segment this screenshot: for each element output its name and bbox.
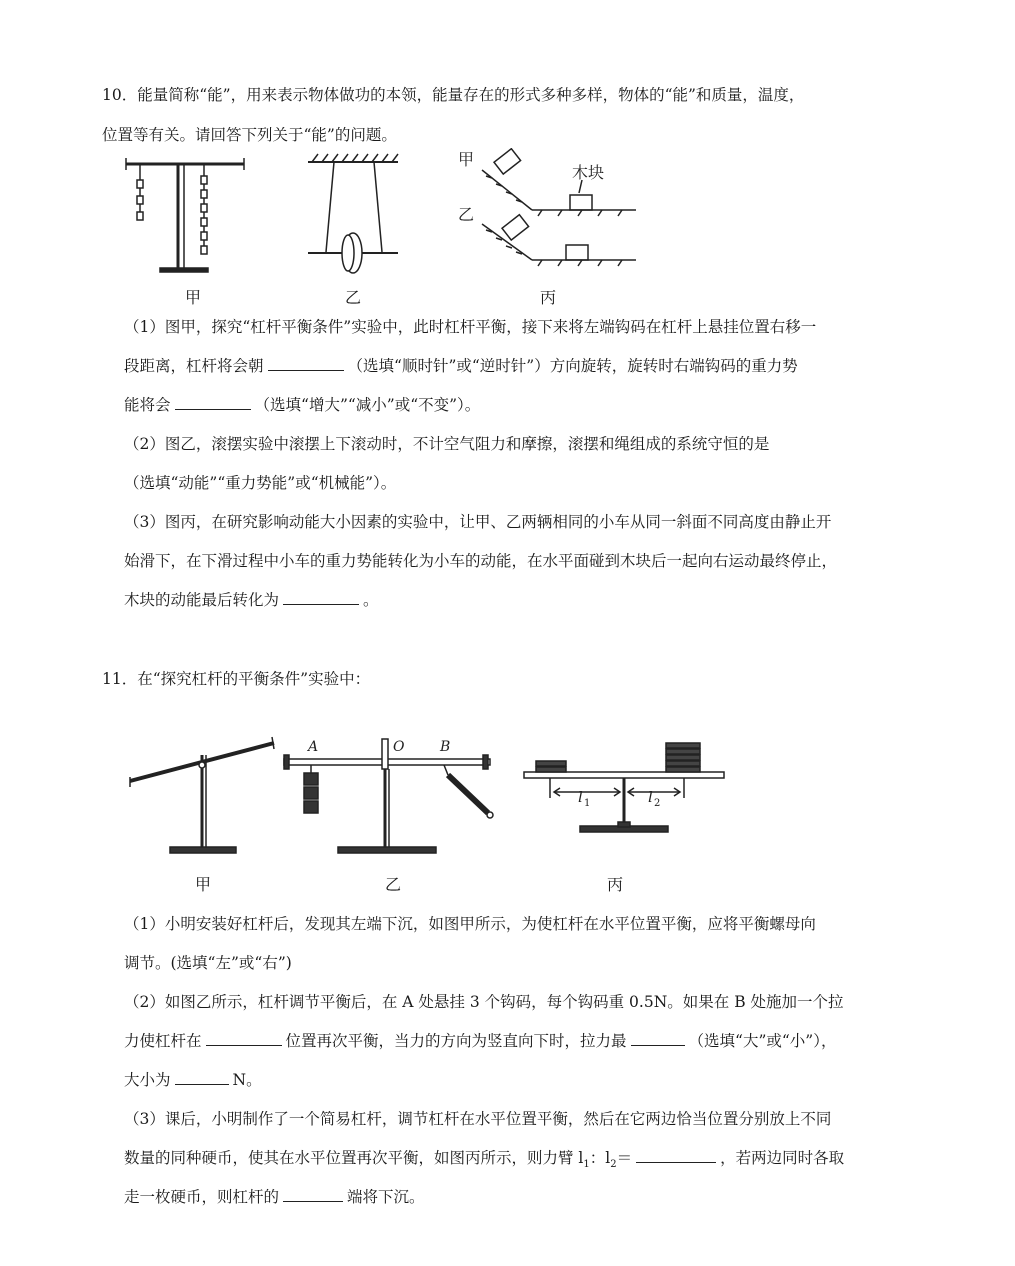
q11-p3-text-c: ＝ [616,1149,633,1167]
q11-stem: 11．在“探究杠杆的平衡条件”实验中： [102,670,371,688]
q10-fig-c-label-top: 甲 [458,150,475,169]
q10-p1-text-a: 段距离，杠杆将会朝 [124,357,264,375]
q11-fig-b-label-a: A [308,739,319,755]
q11-p3-line2 [124,1147,844,1176]
q11-p2-text-c: （选填“大”或“小”）， [688,1032,837,1050]
q11-p3-blank-1[interactable] [636,1148,716,1163]
q11-p3-sub-1: 1 [583,1159,590,1171]
q11-fig-c-label-l2-sub: 2 [654,798,661,809]
q10-p2-line2: （选填“动能”“重力势能”或“机械能”）。 [124,474,397,492]
q10-fig-a-caption: 甲 [185,288,202,307]
q11-fig-a-caption: 甲 [195,875,212,894]
q11-p2-text-b: 位置再次平衡，当力的方向为竖直向下时，拉力最 [285,1032,627,1050]
q10-p3-text-a: 木块的动能最后转化为 [124,591,280,609]
q10-p3-text-b: 。 [363,591,379,609]
q11-p3-blank-2[interactable] [283,1187,343,1202]
q11-p1-line1: （1）小明安装好杠杆后，发现其左端下沉，如图甲所示，为使杠杆在水平位置平衡，应将平衡螺母向 [124,915,816,933]
q10-fig-c-caption: 丙 [540,288,557,307]
q10-p2-line1: （2）图乙，滚摆实验中滚摆上下滚动时，不计空气阻力和摩擦，滚摆和绳组成的系统守恒的是 [124,435,770,453]
q11-fig-a-lever [124,735,284,865]
q11-p3-text-f: 端将下沉。 [347,1188,425,1206]
q11-p2-blank-3[interactable] [175,1070,229,1085]
q10-p1-line2 [124,355,798,377]
q10-stem-line1: 10．能量简称“能”，用来表示物体做功的本领，能量存在的形式多种多样，物体的“能”和质量，温度， [102,86,805,104]
q11-p3-text-a: 数量的同种硬币，使其在水平位置再次平衡，如图丙所示，则力臂 l [124,1149,584,1167]
q11-p2-line2 [124,1030,836,1052]
q11-fig-c-label-l1-sub: 1 [584,798,591,809]
q10-p1-line3 [124,394,480,416]
q11-p1-line2: 调节。(选填“左”或“右”) [124,954,292,972]
q11-p2-blank-2[interactable] [631,1031,685,1046]
q10-p3-line1: （3）图丙，在研究影响动能大小因素的实验中，让甲、乙两辆相同的小车从同一斜面不同高度由静止开 [124,513,832,531]
q10-p1-blank-2[interactable] [175,395,251,410]
q10-fig-b-pendulum [300,150,410,280]
q11-p2-text-a: 力使杠杆在 [124,1032,202,1050]
q10-p3-line3 [124,589,379,611]
q11-p3-text-d: ，若两边同时各取 [720,1149,845,1167]
q11-p3-text-b: ：l [589,1149,611,1167]
q11-fig-b-lever [278,735,500,865]
q10-p1-line1: （1）图甲，探究“杠杆平衡条件”实验中，此时杠杆平衡，接下来将左端钩码在杠杆上悬挂位置右移一 [124,318,817,336]
q10-fig-c-label-bottom: 乙 [458,205,475,224]
q11-p3-text-e: 走一枚硬币，则杠杆的 [124,1188,280,1206]
q11-p2-text-e: N。 [232,1071,262,1089]
q11-p2-line3 [124,1069,262,1091]
q11-p2-line1: （2）如图乙所示，杠杆调节平衡后，在 A 处悬挂 3 个钩码，每个钩码重 0.5N。如果在 B 处施加一个拉 [124,993,844,1011]
q10-fig-c-label-block: 木块 [572,163,605,182]
q10-p1-text-d: （选填“增大”“减小”或“不变”）。 [254,396,481,414]
q10-p3-blank[interactable] [283,590,359,605]
q10-fig-b-caption: 乙 [345,288,362,307]
q10-fig-c-incline [452,148,652,268]
q11-p2-text-d: 大小为 [124,1071,171,1089]
q10-p3-line2: 始滑下，在下滑过程中小车的重力势能转化为小车的动能，在水平面碰到木块后一起向右运动最终停止， [124,552,838,570]
q10-p1-text-c: 能将会 [124,396,171,414]
q10-p1-text-b: （选填“顺时针”或“逆时针”）方向旋转，旋转时右端钩码的重力势 [347,357,798,375]
q11-fig-c-label-l1: l [578,788,583,806]
q10-stem-line2: 位置等有关。请回答下列关于“能”的问题。 [102,126,397,144]
q11-p2-blank-1[interactable] [206,1031,282,1046]
q11-p3-line3 [124,1186,425,1208]
q11-fig-c-caption: 丙 [607,875,624,894]
q11-fig-b-caption: 乙 [385,875,402,894]
q11-fig-c-coin-lever [520,738,730,843]
q10-fig-a-lever [120,150,250,280]
q11-fig-c-label-l2: l [648,788,653,806]
q11-fig-b-label-o: O [393,739,405,755]
q10-p1-blank-1[interactable] [268,356,344,371]
q11-fig-b-label-b: B [440,739,451,755]
q11-p3-sub-2: 2 [610,1159,617,1171]
q11-p3-line1: （3）课后，小明制作了一个简易杠杆，调节杠杆在水平位置平衡，然后在它两边恰当位置分别放上不同 [124,1110,832,1128]
